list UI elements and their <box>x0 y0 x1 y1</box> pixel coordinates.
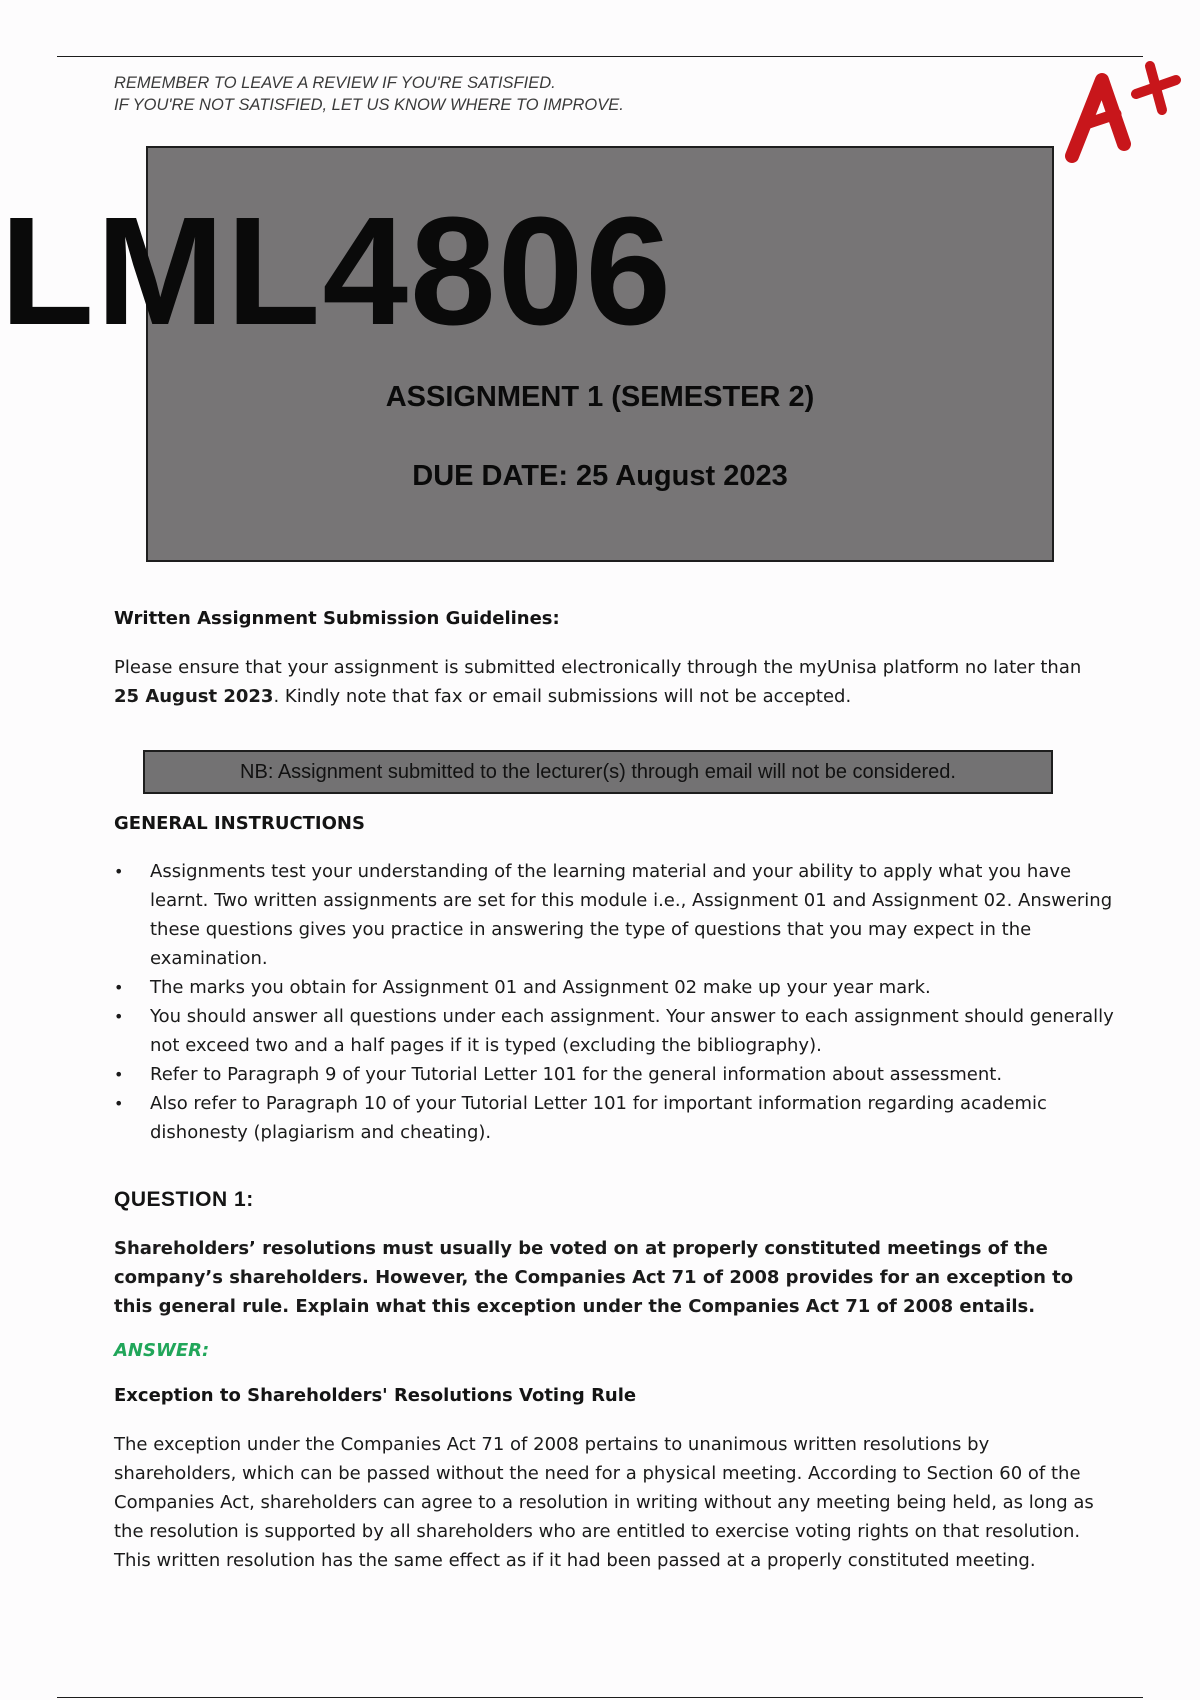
list-item <box>114 1089 1114 1147</box>
list-item <box>114 1002 1114 1060</box>
list-item-text: You should answer all questions under each assignment. Your answer to each assignment should generally not exceed two and a half pages if it is typed (excluding the bibliography). <box>150 1006 1114 1056</box>
review-note-line-1: REMEMBER TO LEAVE A REVIEW IF YOU'RE SATISFIED. <box>114 74 556 92</box>
list-item-text: Assignments test your understanding of the learning material and your ability to apply what you have learnt. Two written assignments are set for this module i.e., Assignment 01 and Assignment 02. Answering these questions gives you practice in answering the type of questions that you may expect in the examination. <box>150 861 1113 969</box>
due-date: DUE DATE: 25 August 2023 <box>412 460 788 492</box>
general-instructions-list <box>114 857 1114 1147</box>
assignment-title: ASSIGNMENT 1 (SEMESTER 2) <box>385 381 815 413</box>
answer-subtitle: Exception to Shareholders' Resolutions Voting Rule <box>114 1385 637 1406</box>
bullet-icon: • <box>114 1094 124 1113</box>
course-code: LML4806 <box>0 185 674 357</box>
list-item <box>114 973 1114 1002</box>
answer-text: The exception under the Companies Act 71 of 2008 pertains to unanimous written resolutions by shareholders, which can be passed without the need for a physical meeting. According to Section 60 of the Companies Act, shareholders can agree to a resolution in writing without any meeting being held, as long as the resolution is supported by all shareholders who are entitled to exercise voting rights on that resolution. This written resolution has the same effect as if it had been passed at a properly constituted meeting. <box>114 1434 1094 1571</box>
bullet-icon: • <box>114 1007 124 1026</box>
list-item-text: Refer to Paragraph 9 of your Tutorial Letter 101 for the general information about assessment. <box>150 1064 1003 1085</box>
grade-stamp <box>1058 58 1188 170</box>
review-note-line-2: IF YOU'RE NOT SATISFIED, LET US KNOW WHERE TO IMPROVE. <box>114 96 624 114</box>
question-1-title: QUESTION 1: <box>114 1188 254 1211</box>
question-1-text: Shareholders’ resolutions must usually be voted on at properly constituted meetings of the company’s shareholders. However, the Companies Act 71 of 2008 provides for an exception to this general rule. Explain what this exception under the Companies Act 71 of 2008 entails. <box>114 1238 1074 1317</box>
answer-label: ANSWER: <box>114 1340 210 1361</box>
top-rule <box>57 56 1143 57</box>
review-note <box>114 72 624 116</box>
guidelines-date: 25 August 2023 <box>114 686 274 707</box>
guidelines-title: Written Assignment Submission Guidelines: <box>114 608 560 629</box>
guidelines-text-before: Please ensure that your assignment is submitted electronically through the myUnisa platform no later than <box>114 657 1082 678</box>
list-item-text: The marks you obtain for Assignment 01 and Assignment 02 make up your year mark. <box>150 977 931 998</box>
list-item <box>114 857 1114 973</box>
list-item-text: Also refer to Paragraph 10 of your Tutorial Letter 101 for important information regarding academic dishonesty (plagiarism and cheating). <box>150 1093 1047 1143</box>
bullet-icon: • <box>114 862 124 881</box>
general-instructions-title: GENERAL INSTRUCTIONS <box>114 813 365 834</box>
bullet-icon: • <box>114 978 124 997</box>
guidelines-text <box>114 653 1094 711</box>
list-item <box>114 1060 1114 1089</box>
bullet-icon: • <box>114 1065 124 1084</box>
nb-notice: NB: Assignment submitted to the lecturer(s) through email will not be considered. <box>143 750 1053 794</box>
guidelines-text-after: . Kindly note that fax or email submissions will not be accepted. <box>273 686 852 707</box>
bottom-rule <box>57 1697 1143 1698</box>
